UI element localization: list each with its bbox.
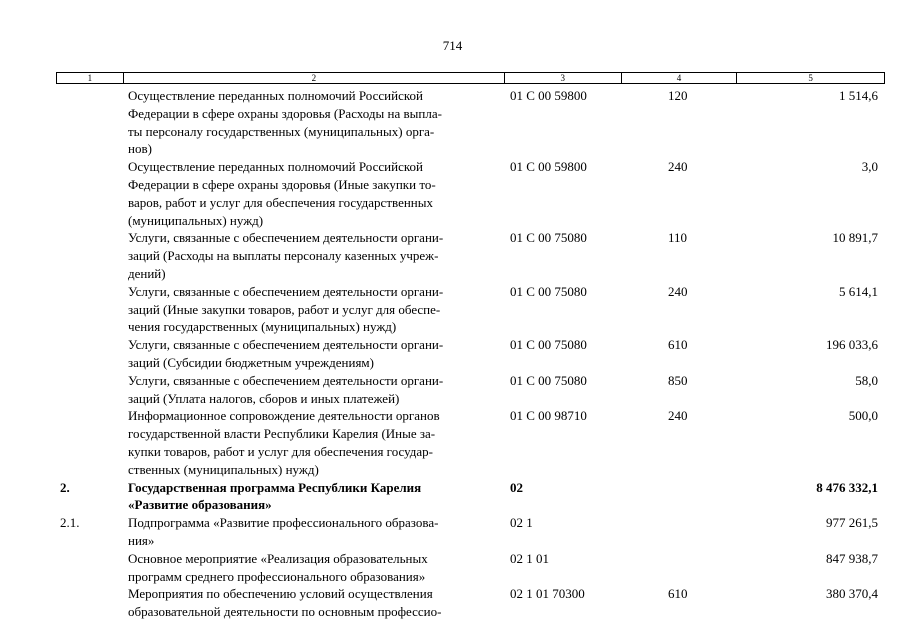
- row-description: [123, 336, 505, 372]
- description-line: государственной власти Республики Карелия (Иные за-: [128, 426, 436, 442]
- amount: 5 614,1: [839, 283, 878, 299]
- target-code: 02: [510, 479, 523, 495]
- target-code: 01 С 00 75080: [510, 372, 587, 388]
- column-header-4: 4: [622, 73, 738, 83]
- amount: 8 476 332,1: [816, 479, 878, 495]
- column-header-1: 1: [57, 73, 124, 83]
- row-description: [123, 158, 505, 229]
- amount: 380 370,4: [826, 586, 878, 602]
- table-row: [56, 407, 885, 478]
- description-line: Услуги, связанные с обеспечением деятельности органи-: [128, 372, 444, 388]
- row-description: [123, 372, 505, 408]
- amount: 977 261,5: [826, 515, 878, 531]
- row-description: [123, 514, 505, 550]
- column-header-row: [56, 72, 885, 84]
- row-number: [56, 407, 123, 478]
- row-description: [123, 283, 505, 336]
- description-line: купки товаров, работ и услуг для обеспечения государ-: [128, 443, 434, 459]
- expense-type: [622, 479, 738, 515]
- description-line: Осуществление переданных полномочий Российской: [128, 159, 423, 175]
- target-code: 01 С 00 59800: [510, 159, 587, 175]
- row-description: [123, 87, 505, 158]
- expense-type: 120: [668, 88, 688, 103]
- row-number: 2.1.: [60, 515, 80, 531]
- table-row: [56, 229, 885, 282]
- target-code: 01 С 00 75080: [510, 283, 587, 299]
- description-line: заций (Субсидии бюджетным учреждениям): [128, 354, 374, 370]
- amount: 500,0: [848, 408, 878, 424]
- row-number: [56, 158, 123, 229]
- row-number: [56, 372, 123, 408]
- description-line: варов, работ и услуг для обеспечения государственных: [128, 194, 433, 210]
- budget-table-body: [56, 87, 885, 621]
- description-line: Осуществление переданных полномочий Российской: [128, 88, 423, 103]
- description-line: дений): [128, 265, 166, 281]
- description-line: чения государственных (муниципальных) нужд): [128, 319, 397, 335]
- expense-type: 240: [668, 283, 688, 299]
- expense-type: 240: [668, 408, 688, 424]
- column-header-2: 2: [124, 73, 505, 83]
- description-line: Услуги, связанные с обеспечением деятельности органи-: [128, 283, 444, 299]
- row-number: [56, 87, 123, 158]
- description-line: Федерации в сфере охраны здоровья (Иные закупки то-: [128, 176, 436, 192]
- description-line: Основное мероприятие «Реализация образовательных: [128, 550, 428, 566]
- table-row: [56, 336, 885, 372]
- table-row: [56, 550, 885, 586]
- description-line: заций (Уплата налогов, сборов и иных платежей): [128, 390, 400, 406]
- target-code: 01 С 00 59800: [510, 88, 587, 103]
- amount: 847 938,7: [826, 550, 878, 566]
- description-line: Подпрограмма «Развитие профессионального образова-: [128, 515, 439, 531]
- target-code: 01 С 00 75080: [510, 337, 587, 353]
- description-line: ты персоналу государственных (муниципальных) орга-: [128, 123, 435, 139]
- row-description: [123, 407, 505, 478]
- row-description: [123, 479, 505, 515]
- expense-type: [622, 550, 738, 586]
- expense-type: 610: [668, 586, 688, 602]
- row-number: [56, 585, 123, 621]
- column-header-3: 3: [505, 73, 622, 83]
- page-number: 714: [442, 38, 463, 53]
- table-row: [56, 514, 885, 550]
- table-row: [56, 585, 885, 621]
- description-line: нов): [128, 141, 152, 157]
- amount: 58,0: [855, 372, 878, 388]
- table-row: [56, 87, 885, 158]
- table-row: [56, 479, 885, 515]
- row-description: [123, 550, 505, 586]
- expense-type: [622, 514, 738, 550]
- row-number: [56, 550, 123, 586]
- target-code: 02 1: [510, 515, 533, 531]
- row-number: 2.: [60, 479, 70, 495]
- description-line: образовательной деятельности по основным профессио-: [128, 604, 442, 620]
- amount: 196 033,6: [826, 337, 878, 353]
- expense-type: 110: [668, 230, 688, 246]
- description-line: заций (Иные закупки товаров, работ и услуг для обеспе-: [128, 301, 441, 317]
- table-row: [56, 283, 885, 336]
- row-description: [123, 585, 505, 621]
- expense-type: 610: [668, 337, 688, 353]
- row-number: [56, 283, 123, 336]
- description-line: Государственная программа Республики Карелия: [128, 479, 422, 495]
- description-line: Информационное сопровождение деятельности органов: [128, 408, 440, 424]
- target-code: 01 С 00 98710: [510, 408, 587, 424]
- description-line: ния»: [128, 532, 155, 548]
- description-line: Мероприятия по обеспечению условий осуществления: [128, 586, 433, 602]
- row-number: [56, 229, 123, 282]
- description-line: заций (Расходы на выплаты персоналу казенных учреж-: [128, 248, 439, 264]
- description-line: Услуги, связанные с обеспечением деятельности органи-: [128, 230, 444, 246]
- table-row: [56, 158, 885, 229]
- amount: 10 891,7: [832, 230, 878, 246]
- amount: 3,0: [861, 159, 878, 175]
- expense-type: 850: [668, 372, 688, 388]
- target-code: 01 С 00 75080: [510, 230, 587, 246]
- target-code: 02 1 01 70300: [510, 586, 585, 602]
- description-line: программ среднего профессионального образования»: [128, 568, 426, 584]
- description-line: «Развитие образования»: [128, 497, 272, 513]
- description-line: (муниципальных) нужд): [128, 212, 264, 228]
- column-header-5: 5: [808, 73, 813, 83]
- row-description: [123, 229, 505, 282]
- expense-type: 240: [668, 159, 688, 175]
- row-number: [56, 336, 123, 372]
- description-line: Федерации в сфере охраны здоровья (Расходы на выпла-: [128, 105, 442, 121]
- table-row: [56, 372, 885, 408]
- amount: 1 514,6: [839, 88, 878, 103]
- description-line: Услуги, связанные с обеспечением деятельности органи-: [128, 337, 444, 353]
- description-line: ственных (муниципальных) нужд): [128, 461, 319, 477]
- target-code: 02 1 01: [510, 550, 549, 566]
